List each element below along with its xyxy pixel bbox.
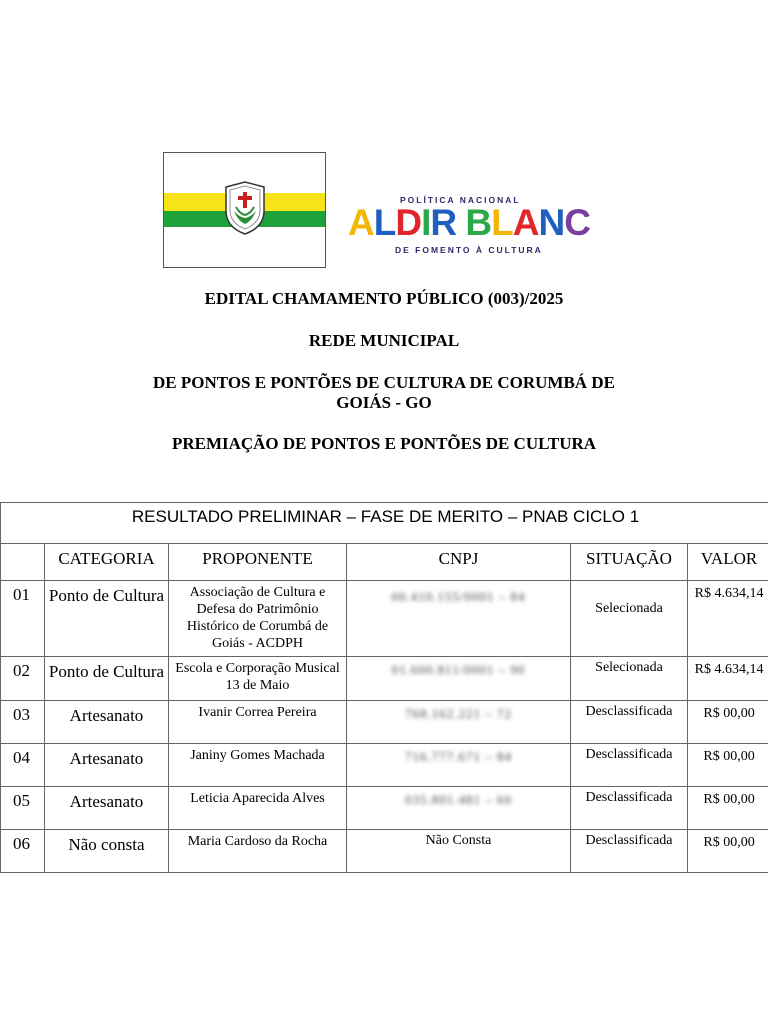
row-cnpj [347, 787, 571, 830]
table-row [1, 830, 768, 873]
logo-letter: L [491, 202, 513, 243]
row-proponente: Maria Cardoso da Rocha [169, 830, 347, 873]
coat-of-arms-icon [222, 181, 268, 235]
table-row [1, 744, 768, 787]
row-valor: R$ 00,00 [688, 830, 768, 873]
edital-title: EDITAL CHAMAMENTO PÚBLICO (003)/2025 [204, 289, 564, 308]
logo-letter: B [465, 202, 492, 243]
row-number: 01 [1, 581, 45, 657]
premiacao-heading: PREMIAÇÃO DE PONTOS E PONTÕES DE CULTURA [171, 434, 597, 453]
logo-letter: L [373, 202, 396, 243]
logo-top-line: POLÍTICA NACIONAL [400, 195, 521, 205]
row-categoria: Ponto de Cultura [45, 581, 169, 657]
logo-letter: R [430, 202, 457, 243]
table-row [1, 581, 768, 657]
row-valor: R$ 4.634,14 [688, 581, 768, 657]
redacted-cnpj: 768.162.221 – 72 [405, 706, 512, 721]
row-proponente: Associação de Cultura e Defesa do Patrimônio Histórico de Corumbá de Goiás - ACDPH [169, 581, 347, 657]
row-cnpj [347, 581, 571, 657]
header-categoria: CATEGORIA [45, 544, 169, 581]
table-row [1, 701, 768, 744]
row-number: 04 [1, 744, 45, 787]
row-number: 02 [1, 657, 45, 701]
row-valor: R$ 4.634,14 [688, 657, 768, 701]
row-categoria: Artesanato [45, 701, 169, 744]
aldir-blanc-logo [348, 192, 604, 256]
row-situacao: Selecionada [571, 581, 688, 657]
row-number: 03 [1, 701, 45, 744]
header-number [1, 544, 45, 581]
logo-letter: C [564, 202, 590, 243]
logo-letter: A [512, 202, 539, 243]
row-categoria: Não consta [45, 830, 169, 873]
logo-bottom-line: DE FOMENTO À CULTURA [395, 245, 543, 255]
row-proponente: Escola e Corporação Musical 13 de Maio [169, 657, 347, 701]
row-situacao: Desclassificada [571, 701, 688, 744]
row-valor: R$ 00,00 [688, 701, 768, 744]
row-situacao: Desclassificada [571, 787, 688, 830]
row-situacao: Selecionada [571, 657, 688, 701]
pontos-heading-line1: DE PONTOS E PONTÕES DE CULTURA DE CORUMBÁ DE [153, 373, 615, 392]
table-row [1, 787, 768, 830]
table-row [1, 657, 768, 701]
pontos-heading-line2: GOIÁS - GO [336, 393, 432, 412]
logo-letter [456, 202, 465, 243]
row-categoria: Artesanato [45, 744, 169, 787]
redacted-cnpj: 01.600.811/0001 – 90 [391, 662, 526, 677]
row-cnpj [347, 701, 571, 744]
row-proponente: Janiny Gomes Machada [169, 744, 347, 787]
header-valor: VALOR [688, 544, 768, 581]
row-situacao: Desclassificada [571, 744, 688, 787]
row-categoria: Artesanato [45, 787, 169, 830]
results-table [0, 502, 768, 873]
header-situacao: SITUAÇÃO [571, 544, 688, 581]
header-cnpj: CNPJ [347, 544, 571, 581]
header-proponente: PROPONENTE [169, 544, 347, 581]
row-valor: R$ 00,00 [688, 787, 768, 830]
row-proponente: Ivanir Correa Pereira [169, 701, 347, 744]
redacted-cnpj: 035.801.481 – 60 [405, 792, 512, 807]
logo-wordmark [348, 202, 590, 244]
row-proponente: Leticia Aparecida Alves [169, 787, 347, 830]
row-categoria: Ponto de Cultura [45, 657, 169, 701]
row-number: 06 [1, 830, 45, 873]
row-cnpj: Não Consta [347, 830, 571, 873]
table-title: RESULTADO PRELIMINAR – FASE DE MERITO – PNAB CICLO 1 [1, 503, 768, 544]
row-cnpj [347, 744, 571, 787]
rede-municipal-heading: REDE MUNICIPAL [308, 331, 460, 350]
row-cnpj [347, 657, 571, 701]
logo-letter: D [395, 202, 422, 243]
redacted-cnpj: 716.777.671 – 84 [405, 749, 512, 764]
logo-letter: A [348, 202, 374, 243]
redacted-cnpj: 00.410.155/0001 – 84 [391, 589, 526, 604]
row-number: 05 [1, 787, 45, 830]
municipal-flag-logo [163, 152, 326, 268]
logo-letter: I [421, 202, 431, 243]
logo-letter: N [538, 202, 565, 243]
row-situacao: Desclassificada [571, 830, 688, 873]
row-valor: R$ 00,00 [688, 744, 768, 787]
